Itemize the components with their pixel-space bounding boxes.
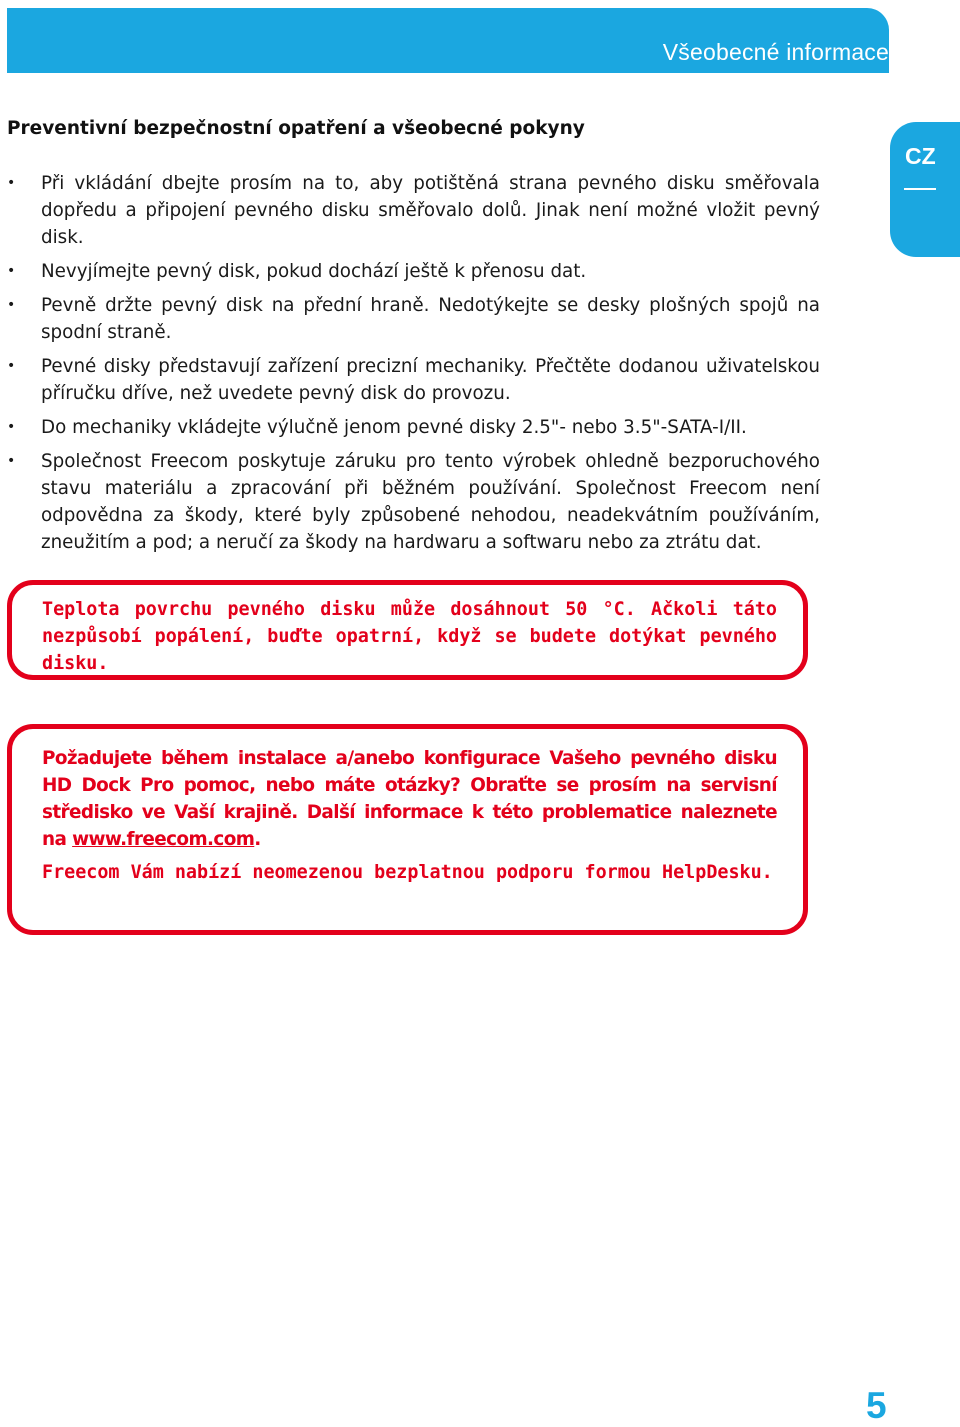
list-item: [0, 414, 820, 441]
bullet-icon: •: [7, 297, 16, 313]
list-item: [0, 170, 820, 251]
bullet-icon: •: [7, 175, 16, 191]
list-item-text: Společnost Freecom poskytuje záruku pro tento výrobek ohledně bezporuchového stavu materiálu a zpracování při běžném používání. Společnost Freecom není odpovědna za škody, které byly způsobené nehodou, neadekvátním používáním, zneužitím a pod; a neručí za škody na hardwaru a softwaru nebo za ztrátu dat.: [41, 451, 820, 553]
section-title: Preventivní bezpečnostní opatření a všeobecné pokyny: [7, 118, 585, 139]
safety-bullet-list: [0, 170, 820, 563]
bullet-icon: •: [7, 263, 16, 279]
bullet-icon: •: [7, 419, 16, 435]
header-title: Všeobecné informace: [662, 39, 889, 65]
list-item: [0, 448, 820, 556]
support-notice-lead: Požadujete během instalace a/anebo konfigurace Vašeho pevného disku HD Dock Pro pomoc, nebo máte otázky? Obraťte se prosím na servisní středisko ve Vaší krajině. Další informace k této problematice naleznete na: [42, 748, 777, 850]
list-item-text: Nevyjímejte pevný disk, pokud dochází ještě k přenosu dat.: [41, 261, 587, 282]
page-number: 5: [866, 1385, 887, 1426]
bullet-icon: •: [7, 453, 16, 469]
support-notice-box: [7, 724, 808, 935]
list-item: [0, 353, 820, 407]
support-notice-end: .: [254, 829, 261, 850]
language-underline: [904, 188, 936, 190]
list-item-text: Pevné disky představují zařízení precizní mechaniky. Přečtěte dodanou uživatelskou příručku dříve, než uvedete pevný disk do provozu.: [41, 356, 820, 404]
bullet-icon: •: [7, 358, 16, 374]
freecom-website-link[interactable]: www.freecom.com: [72, 829, 255, 850]
helpdesk-text: Freecom Vám nabízí neomezenou bezplatnou podporu formou HelpDesku.: [42, 862, 773, 883]
language-label: CZ: [905, 143, 936, 169]
list-item-text: Pevně držte pevný disk na přední hraně. Nedotýkejte se desky plošných spojů na spodní straně.: [41, 295, 820, 343]
list-item-text: Při vkládání dbejte prosím na to, aby potištěná strana pevného disku směřovala dopředu a připojení pevného disku směřovalo dolů. Jinak není možné vložit pevný disk.: [41, 173, 820, 248]
list-item: [0, 292, 820, 346]
list-item: [0, 258, 820, 285]
support-notice-text: [42, 745, 777, 853]
temperature-warning-box: [7, 580, 808, 680]
temperature-warning-text: Teplota povrchu pevného disku může dosáhnout 50 °C. Ačkoli táto nezpůsobí popálení, buďte opatrní, když se budete dotýkat pevného disku.: [42, 599, 777, 674]
list-item-text: Do mechaniky vkládejte výlučně jenom pevné disky 2.5"- nebo 3.5"-SATA-I/II.: [41, 417, 747, 438]
